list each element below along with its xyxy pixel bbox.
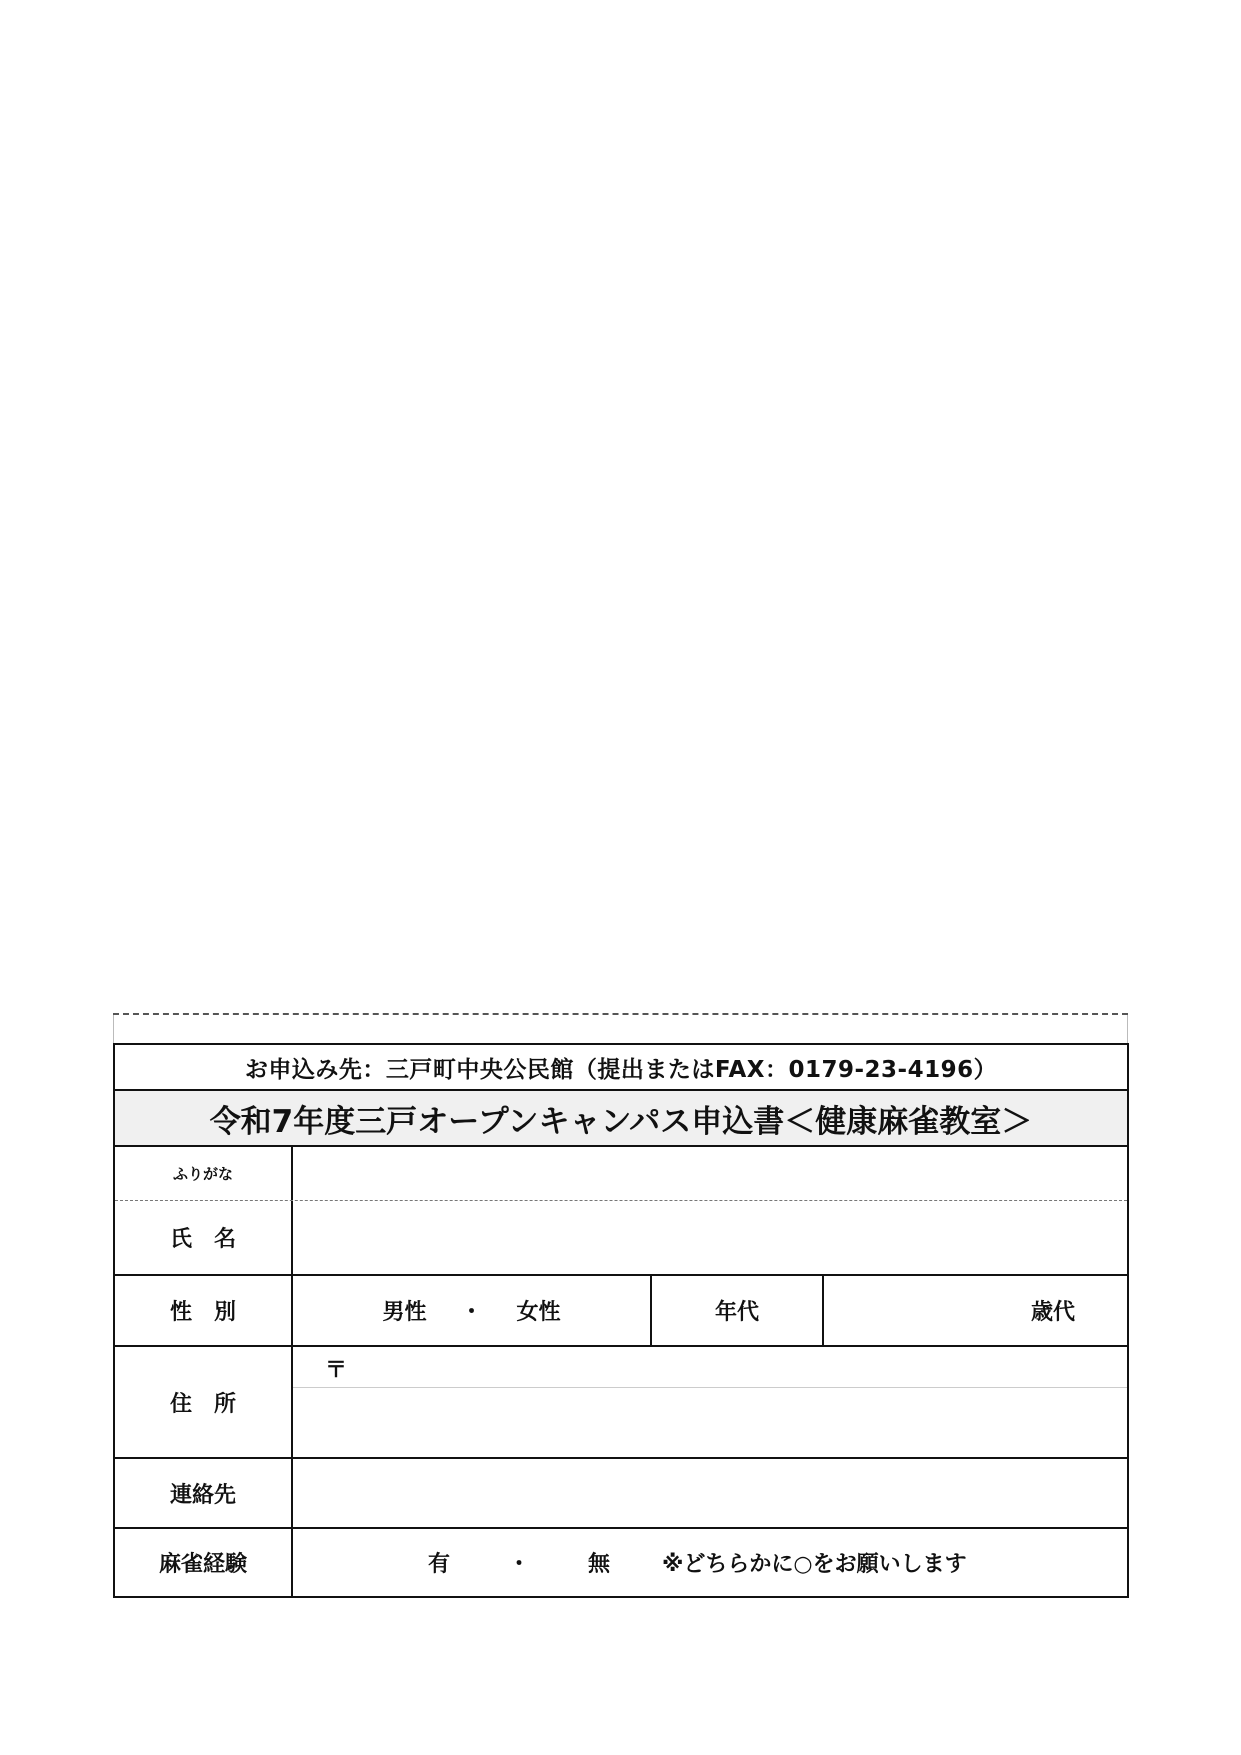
instruction-note: ※どちらかに○をお願いします [662, 1552, 967, 1577]
contact-row [115, 1459, 1127, 1529]
contact-field[interactable] [293, 1459, 1127, 1527]
application-form [113, 1043, 1129, 1598]
mahjong-experience-options [293, 1529, 1127, 1596]
cut-margin [113, 1015, 1128, 1043]
sex-separator: ・ [460, 1300, 483, 1325]
sex-label: 性 別 [115, 1276, 293, 1345]
mahjong-experience-row [115, 1529, 1127, 1596]
option-female[interactable]: 女性 [516, 1300, 561, 1325]
form-title: 令和7年度三戸オープンキャンパス申込書＜健康麻雀教室＞ [209, 1103, 1033, 1140]
postal-mark: 〒 [325, 1358, 348, 1383]
contact-label: 連絡先 [115, 1459, 293, 1527]
postal-code-field[interactable] [293, 1347, 1127, 1388]
age-group-label: 年代 [652, 1276, 824, 1345]
mahjong-experience-label: 麻雀経験 [115, 1529, 293, 1596]
sex-options [293, 1276, 652, 1345]
address-field[interactable] [293, 1388, 1127, 1457]
option-yes[interactable]: 有 [428, 1552, 451, 1577]
mahjong-separator: ・ [508, 1552, 531, 1577]
age-group-field[interactable] [824, 1276, 1127, 1345]
address-row [115, 1347, 1127, 1459]
destination-text: お申込み先：三戸町中央公民館（提出またはFAX：0179-23-4196） [244, 1056, 998, 1083]
furigana-row [115, 1147, 1127, 1201]
address-label: 住 所 [115, 1347, 293, 1457]
furigana-field[interactable] [293, 1147, 1127, 1200]
name-row [115, 1201, 1127, 1276]
form-title-row [115, 1091, 1127, 1147]
option-no[interactable]: 無 [588, 1552, 611, 1577]
name-field[interactable] [293, 1201, 1127, 1274]
option-male[interactable]: 男性 [382, 1300, 427, 1325]
sex-row [115, 1276, 1127, 1347]
name-label: 氏 名 [115, 1201, 293, 1274]
furigana-label: ふりがな [115, 1147, 293, 1200]
destination-header [115, 1045, 1127, 1091]
age-suffix: 歳代 [1030, 1300, 1075, 1325]
